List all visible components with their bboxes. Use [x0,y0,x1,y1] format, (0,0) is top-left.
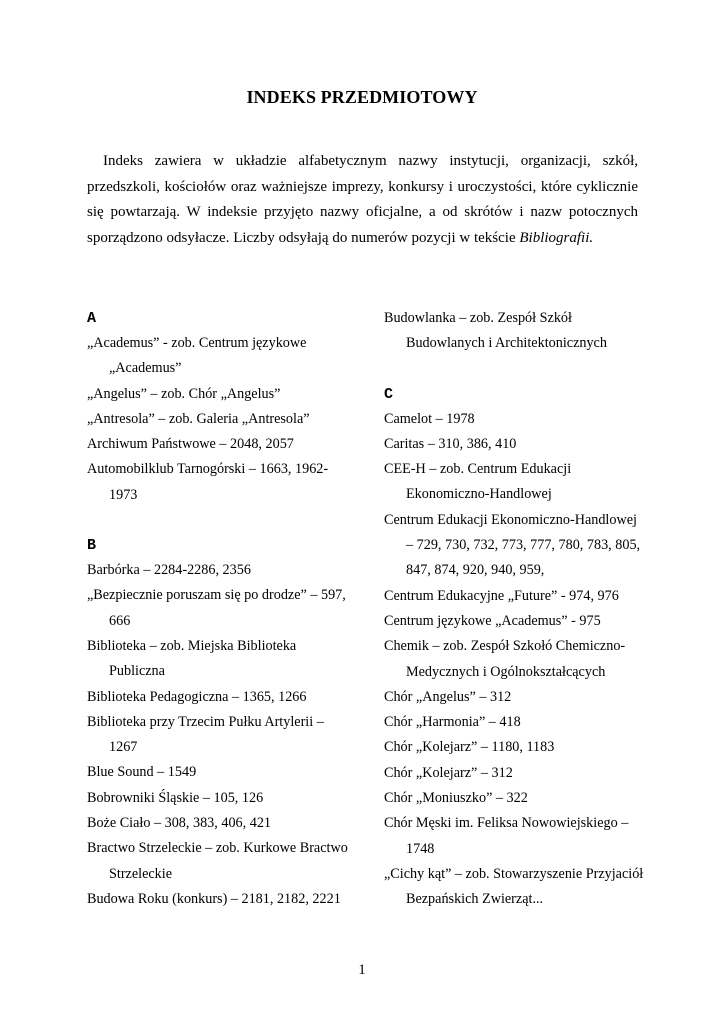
index-entry: Chór Męski im. Feliksa Nowowiejskiego – 1748 [384,815,629,857]
index-entry: Centrum Edukacji Ekonomiczno-Handlowej – 729, 730, 732, 773, 777, 780, 783, 805, 847, 874, 920, 940, 959, [384,511,641,579]
section-spacer [87,508,349,533]
index-entry: Bractwo Strzeleckie – zob. Kurkowe Bractwo Strzeleckie [87,840,348,882]
index-entry: Biblioteka przy Trzecim Pułku Artylerii – 1267 [87,713,324,756]
intro-paragraph [87,149,638,251]
index-column-left [87,306,349,912]
index-entry: Chór „Angelus” – 312 [384,688,512,705]
index-entry: Biblioteka Pedagogiczna – 1365, 1266 [87,688,307,705]
index-entry: „Angelus” – zob. Chór „Angelus” [87,385,281,402]
section-letter: A [87,310,97,327]
intro-italic: Bibliografii. [519,229,594,246]
index-entry: Budowlanka – zob. Zespół Szkół Budowlanych i Architektonicznych [384,310,607,352]
index-entry: Blue Sound – 1549 [87,764,197,781]
index-entry: Automobilklub Tarnogórski – 1663, 1962-1973 [87,461,329,503]
index-entry: Chór „Kolejarz” – 312 [384,764,513,781]
page-number: 1 [358,962,366,978]
index-entry: Chór „Moniuszko” – 322 [384,790,528,807]
index-entry: Chemik – zob. Zespół Szkołó Chemiczno-Medycznych i Ogólnokształcących [384,638,626,680]
index-entry: Biblioteka – zob. Miejska Biblioteka Publiczna [87,637,297,680]
intro-text: Indeks zawiera w układzie alfabetycznym nazwy instytucji, organizacji, szkół, przedszkoli, kościołów oraz ważniejsze imprezy, konkursy i uroczystości, które cyklicznie się powtarzają. W indeksie przyjęto nazwy oficjalne, a od skrótów i nazw potocznych sporządzono odsyłacze. Liczby odsyłają do numerów pozycji w tekście [87,153,638,246]
index-entry: Centrum Edukacyjne „Future” - 974, 976 [384,587,619,604]
index-entry: „Antresola” – zob. Galeria „Antresola” [87,410,310,427]
index-entry: Centrum językowe „Academus” - 975 [384,612,601,629]
index-entry: Boże Ciało – 308, 383, 406, 421 [87,815,272,832]
index-entry: Chór „Harmonia” – 418 [384,714,521,731]
index-entry: Chór „Kolejarz” – 1180, 1183 [384,739,555,756]
index-entry: „Academus” - zob. Centrum językowe „Academus” [87,335,307,377]
index-column-right [384,306,646,913]
section-letter: B [87,537,97,555]
page-title: INDEKS PRZEDMIOTOWY [246,87,478,107]
index-entry: CEE-H – zob. Centrum Edukacji Ekonomiczno-Handlowej [384,461,572,503]
index-entry: Camelot – 1978 [384,410,475,427]
index-entry: „Cichy kąt” – zob. Stowarzyszenie Przyjaciół Bezpańskich Zwierząt... [384,865,644,908]
index-entry: Bobrowniki Śląskie – 105, 126 [87,789,264,806]
index-entry: Budowa Roku (konkurs) – 2181, 2182, 2221 [87,890,341,907]
index-entry: „Bezpiecznie poruszam się po drodze” – 597, 666 [87,587,346,629]
section-letter: C [384,385,394,403]
index-entry: Archiwum Państwowe – 2048, 2057 [87,436,294,453]
section-spacer [384,357,646,382]
index-entry: Barbórka – 2284-2286, 2356 [87,562,251,579]
index-entry: Caritas – 310, 386, 410 [384,435,517,452]
